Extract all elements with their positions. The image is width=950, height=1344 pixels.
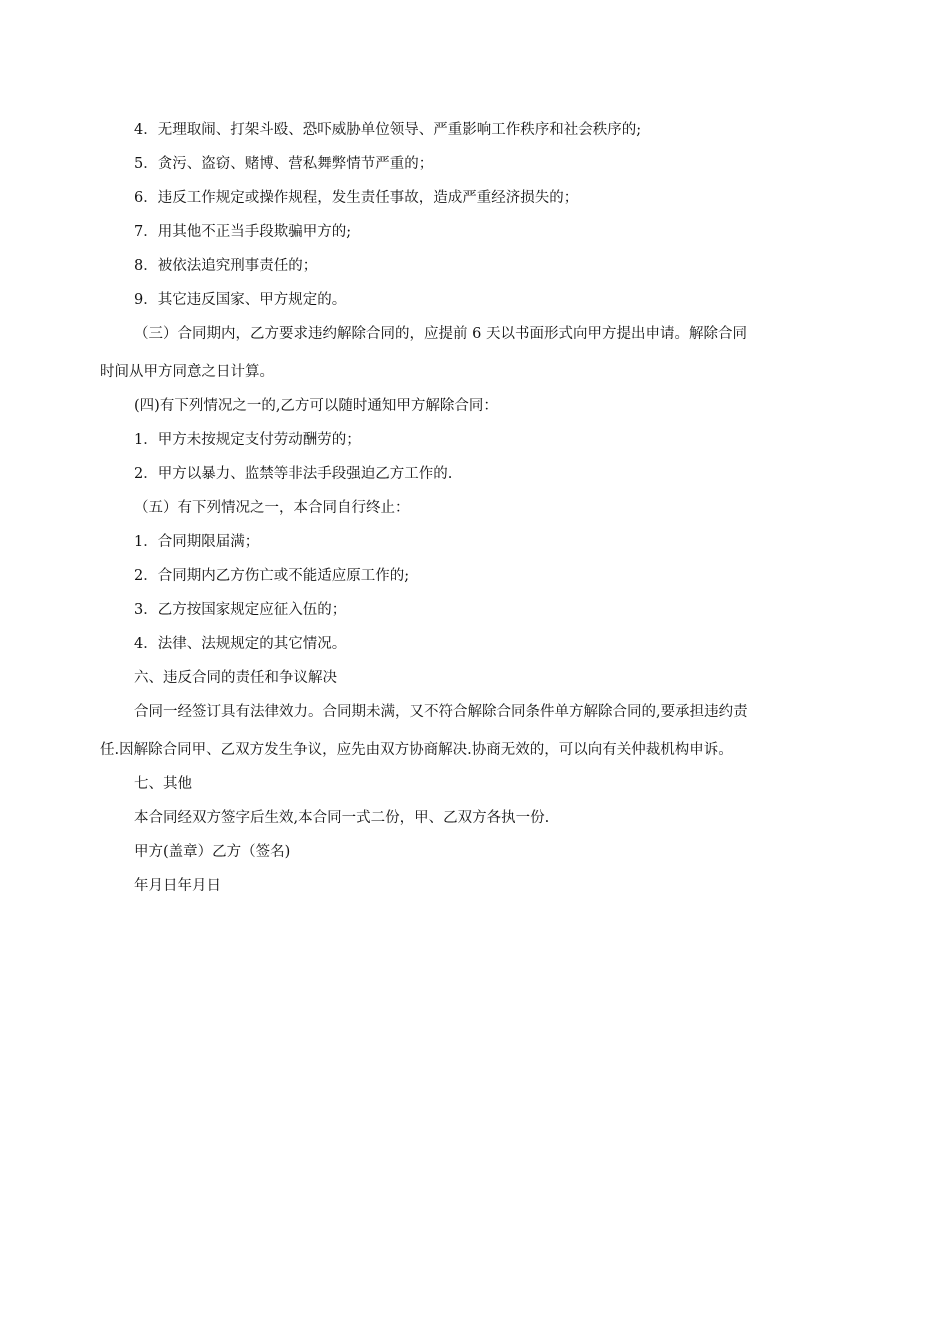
paragraph-line: （三）合同期内，乙方要求违约解除合同的，应提前 6 天以书面形式向甲方提出申请。解除合同 [134, 326, 747, 342]
section-heading: 七、其他 [134, 776, 192, 792]
document-body [100, 120, 852, 910]
list-item: 4．法律、法规规定的其它情况。 [134, 636, 347, 652]
list-item: 2．合同期内乙方伤亡或不能适应原工作的; [134, 568, 410, 584]
list-item: 9．其它违反国家、甲方规定的。 [134, 292, 347, 308]
section-heading: （五）有下列情况之一，本合同自行终止： [134, 500, 410, 516]
paragraph-section-3 [100, 324, 852, 382]
list-item: 5．贪污、盗窃、赌博、营私舞弊情节严重的； [134, 156, 434, 172]
date-line: 年月日年月日 [134, 878, 221, 894]
paragraph-line: 任.因解除合同甲、乙双方发生争议，应先由双方协商解决.协商无效的，可以向有关仲裁机构申诉。 [100, 742, 733, 758]
list-item: 4．无理取闹、打架斗殴、恐吓威胁单位领导、严重影响工作秩序和社会秩序的; [134, 122, 642, 138]
section-heading: (四)有下列情况之一的,乙方可以随时通知甲方解除合同： [134, 398, 498, 414]
paragraph-line: 时间从甲方同意之日计算。 [100, 364, 274, 380]
list-item: 1．合同期限届满； [134, 534, 260, 550]
paragraph-line: 合同一经签订具有法律效力。合同期未满，又不符合解除合同条件单方解除合同的,要承担违约责 [134, 704, 748, 720]
signature-line: 甲方(盖章）乙方（签名) [134, 844, 291, 860]
list-item: 6．违反工作规定或操作规程，发生责任事故，造成严重经济损失的； [134, 190, 579, 206]
section-heading: 六、违反合同的责任和争议解决 [134, 670, 337, 686]
list-item: 2．甲方以暴力、监禁等非法手段强迫乙方工作的. [134, 466, 453, 482]
list-item: 1．甲方未按规定支付劳动酬劳的； [134, 432, 361, 448]
paragraph: 本合同经双方签字后生效,本合同一式二份，甲、乙双方各执一份. [134, 810, 550, 826]
list-item: 8．被依法追究刑事责任的； [134, 258, 318, 274]
paragraph-section-6 [100, 702, 852, 760]
list-item: 7．用其他不正当手段欺骗甲方的; [134, 224, 352, 240]
list-item: 3．乙方按国家规定应征入伍的； [134, 602, 347, 618]
